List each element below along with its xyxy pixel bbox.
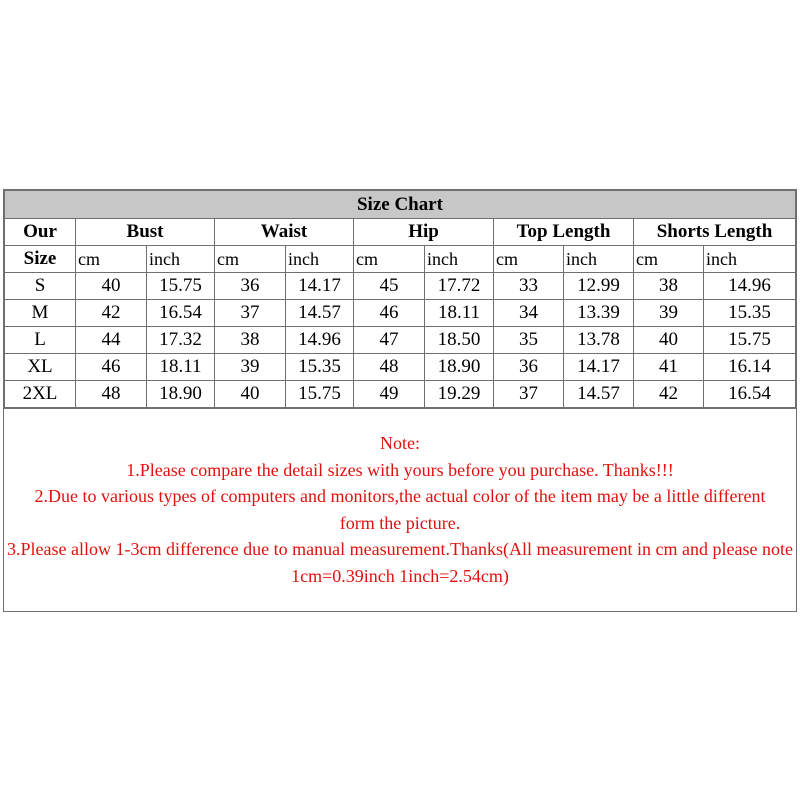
table-cell: 41 xyxy=(634,354,704,381)
table-cell: 42 xyxy=(634,381,704,408)
table-cell: 16.54 xyxy=(147,300,215,327)
size-label: L xyxy=(5,327,76,354)
unit-inch: inch xyxy=(425,246,494,273)
table-cell: 46 xyxy=(354,300,425,327)
group-header-hip: Hip xyxy=(354,219,494,246)
table-cell: 39 xyxy=(634,300,704,327)
table-cell: 18.90 xyxy=(425,354,494,381)
group-header-bust: Bust xyxy=(76,219,215,246)
table-row xyxy=(5,381,796,408)
group-header-top-length: Top Length xyxy=(494,219,634,246)
table-cell: 18.50 xyxy=(425,327,494,354)
table-cell: 44 xyxy=(76,327,147,354)
table-cell: 14.17 xyxy=(564,354,634,381)
table-cell: 35 xyxy=(494,327,564,354)
group-header-shorts-length: Shorts Length xyxy=(634,219,796,246)
table-cell: 15.75 xyxy=(704,327,796,354)
unit-cm: cm xyxy=(354,246,425,273)
table-cell: 38 xyxy=(634,273,704,300)
table-cell: 47 xyxy=(354,327,425,354)
table-cell: 48 xyxy=(76,381,147,408)
table-cell: 19.29 xyxy=(425,381,494,408)
note-line: 3.Please allow 1-3cm difference due to manual measurement.Thanks(All measurement in cm and please note 1cm=0.39inch 1inch=2.54cm) xyxy=(7,539,793,586)
table-cell: 48 xyxy=(354,354,425,381)
table-cell: 15.35 xyxy=(286,354,354,381)
table-cell: 37 xyxy=(215,300,286,327)
size-chart xyxy=(3,189,797,612)
table-cell: 17.32 xyxy=(147,327,215,354)
size-label: S xyxy=(5,273,76,300)
table-row xyxy=(5,300,796,327)
note-heading: Note: xyxy=(380,433,420,453)
unit-inch: inch xyxy=(147,246,215,273)
table-cell: 45 xyxy=(354,273,425,300)
size-label: XL xyxy=(5,354,76,381)
size-label: 2XL xyxy=(5,381,76,408)
table-cell: 15.75 xyxy=(147,273,215,300)
table-cell: 13.78 xyxy=(564,327,634,354)
table-row xyxy=(5,327,796,354)
table-cell: 16.14 xyxy=(704,354,796,381)
table-cell: 16.54 xyxy=(704,381,796,408)
table-cell: 40 xyxy=(634,327,704,354)
table-cell: 36 xyxy=(215,273,286,300)
table-cell: 33 xyxy=(494,273,564,300)
table-cell: 34 xyxy=(494,300,564,327)
table-row xyxy=(5,354,796,381)
table-cell: 18.90 xyxy=(147,381,215,408)
note-line: 2.Due to various types of computers and monitors,the actual color of the item may be a little different form the picture. xyxy=(34,486,766,533)
notes-section xyxy=(4,408,796,611)
size-chart-title: Size Chart xyxy=(5,191,796,219)
size-table xyxy=(4,190,796,408)
size-header-top: Our xyxy=(5,219,76,246)
table-cell: 18.11 xyxy=(147,354,215,381)
unit-cm: cm xyxy=(76,246,147,273)
table-cell: 14.96 xyxy=(286,327,354,354)
size-label: M xyxy=(5,300,76,327)
table-cell: 36 xyxy=(494,354,564,381)
table-cell: 14.96 xyxy=(704,273,796,300)
table-cell: 37 xyxy=(494,381,564,408)
unit-cm: cm xyxy=(634,246,704,273)
unit-inch: inch xyxy=(704,246,796,273)
table-cell: 38 xyxy=(215,327,286,354)
table-cell: 15.35 xyxy=(704,300,796,327)
group-header-waist: Waist xyxy=(215,219,354,246)
table-cell: 14.57 xyxy=(286,300,354,327)
note-line: 1.Please compare the detail sizes with yours before you purchase. Thanks!!! xyxy=(126,459,674,480)
unit-inch: inch xyxy=(564,246,634,273)
size-header-bottom: Size xyxy=(5,246,76,273)
table-cell: 13.39 xyxy=(564,300,634,327)
table-cell: 14.17 xyxy=(286,273,354,300)
table-cell: 39 xyxy=(215,354,286,381)
table-cell: 40 xyxy=(76,273,147,300)
table-cell: 14.57 xyxy=(564,381,634,408)
unit-inch: inch xyxy=(286,246,354,273)
table-cell: 17.72 xyxy=(425,273,494,300)
table-row xyxy=(5,273,796,300)
table-cell: 46 xyxy=(76,354,147,381)
unit-cm: cm xyxy=(494,246,564,273)
table-cell: 15.75 xyxy=(286,381,354,408)
table-cell: 42 xyxy=(76,300,147,327)
table-cell: 40 xyxy=(215,381,286,408)
table-cell: 18.11 xyxy=(425,300,494,327)
table-cell: 49 xyxy=(354,381,425,408)
table-cell: 12.99 xyxy=(564,273,634,300)
unit-cm: cm xyxy=(215,246,286,273)
